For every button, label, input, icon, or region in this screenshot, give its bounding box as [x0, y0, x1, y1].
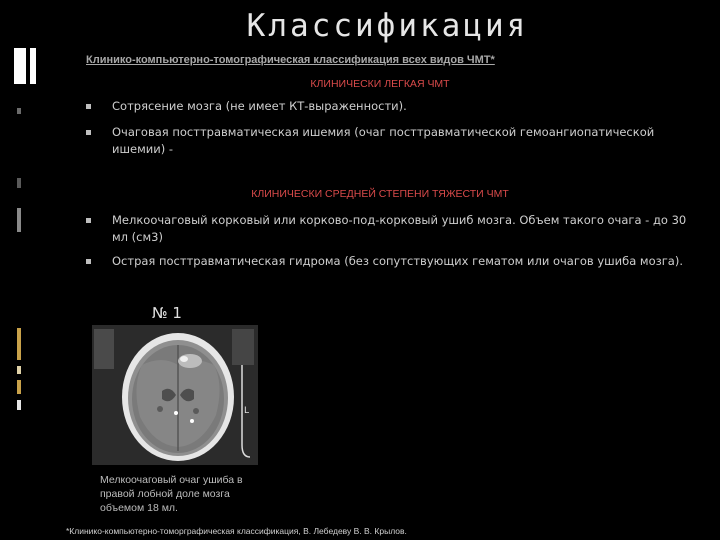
bullet-icon — [86, 259, 91, 264]
list-item-text: Сотрясение мозга (не имеет КТ-выраженности). — [112, 99, 407, 113]
bullet-icon — [86, 130, 91, 135]
section-heading-mild: КЛИНИЧЕСКИ ЛЕГКАЯ ЧМТ — [310, 78, 450, 90]
stripe — [17, 328, 21, 360]
stripe — [17, 366, 21, 374]
bullet-icon — [86, 104, 91, 109]
figure-number: № 1 — [152, 304, 182, 322]
stripe — [17, 108, 21, 114]
list-item-text: Очаговая посттравматическая ишемия (очаг посттравматической гемоангиопатической ишемии) - — [112, 125, 655, 156]
stripe-block-top-2 — [30, 48, 36, 84]
list-item-text: Мелкоочаговый корковый или корково-под-корковый ушиб мозга. Объем такого очага - до 30 мл (см3) — [112, 213, 687, 244]
scan-marker: L — [244, 406, 250, 416]
bullet-icon — [86, 218, 91, 223]
slide-subtitle: Клинико-компьютерно-томографическая классификация всех видов ЧМТ* — [86, 54, 495, 66]
stripe-block-top — [14, 48, 26, 84]
figure-caption: Мелкоочаговый очаг ушиба в правой лобной доле мозга объемом 18 мл. — [100, 474, 243, 514]
stripe — [17, 380, 21, 394]
ct-scan-image — [92, 325, 258, 465]
stripe — [17, 208, 21, 232]
footnote: *Клинико-компьютерно-томорграфическая классификация, В. Лебедеву В. В. Крылов. — [66, 526, 407, 536]
section-heading-moderate: КЛИНИЧЕСКИ СРЕДНЕЙ СТЕПЕНИ ТЯЖЕСТИ ЧМТ — [251, 188, 509, 200]
stripe — [17, 400, 21, 410]
ct-scan-illustration — [92, 325, 258, 465]
stripe — [17, 178, 21, 188]
list-item-text: Острая посттравматическая гидрома (без сопутствующих гематом или очагов ушиба мозга). — [112, 254, 683, 268]
slide-title: Классификация — [246, 8, 529, 44]
decorative-stripes — [14, 48, 54, 468]
